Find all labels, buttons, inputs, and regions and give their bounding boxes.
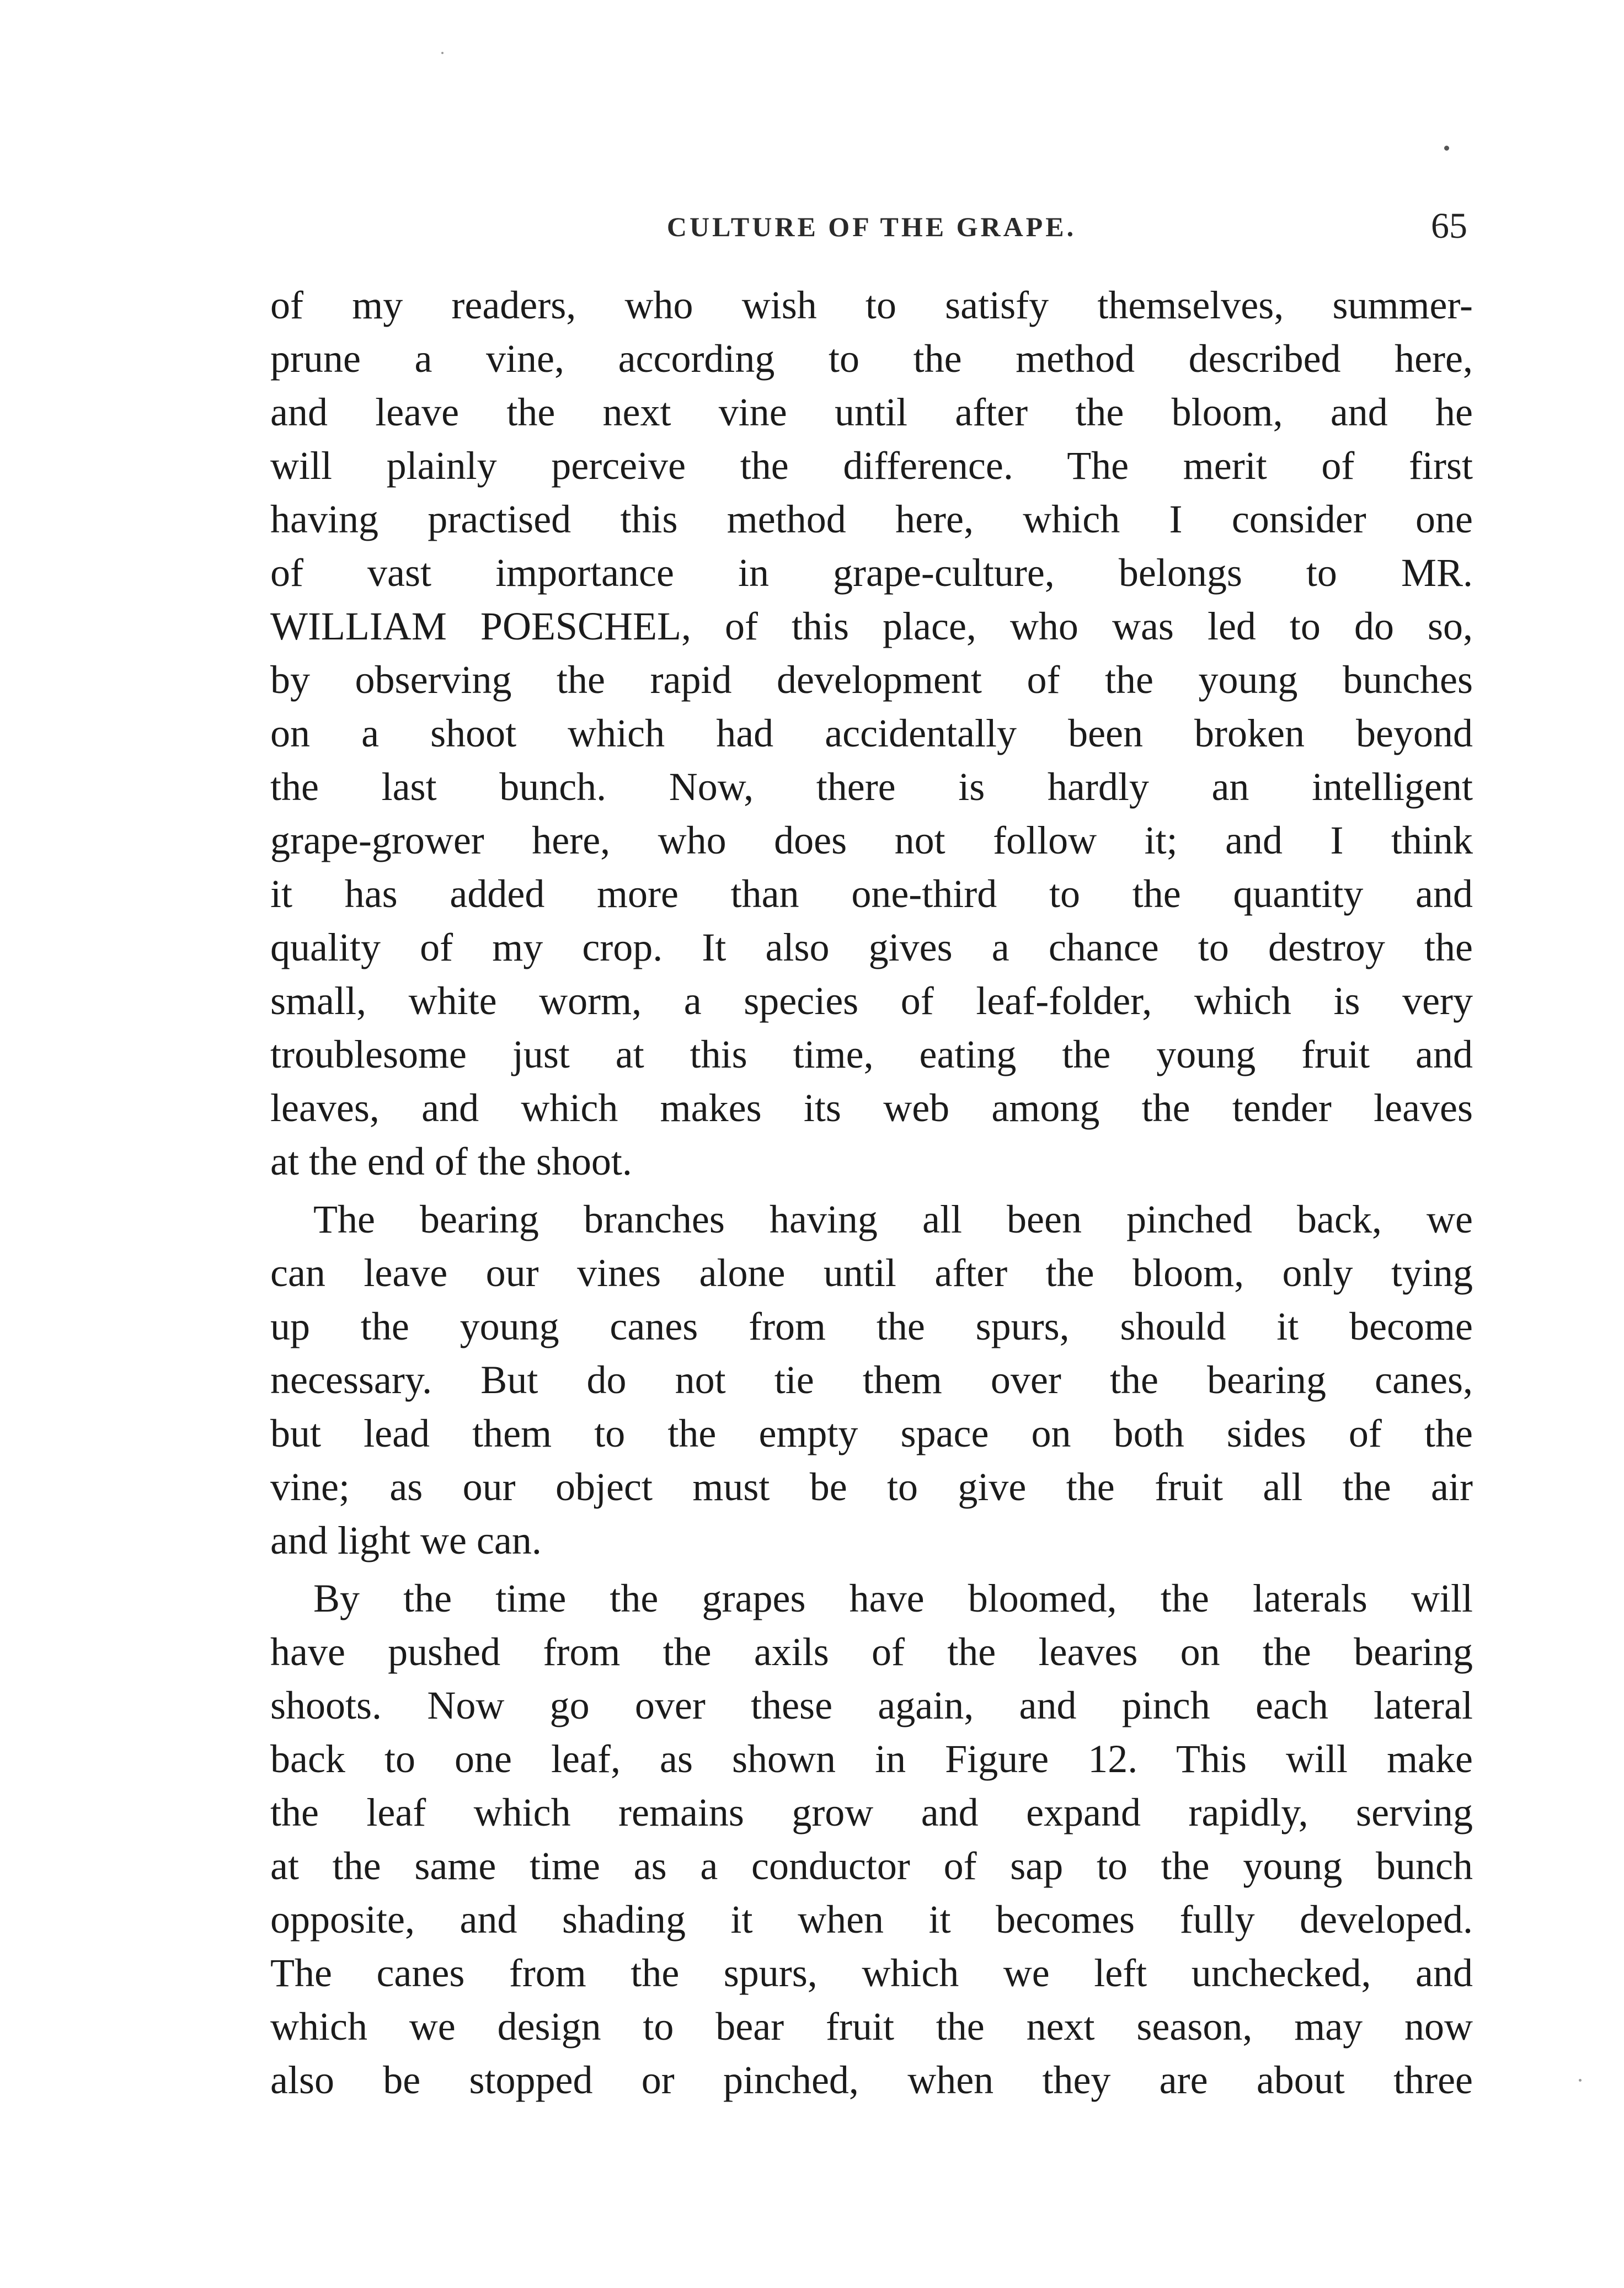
text-line: at the end of the shoot.: [270, 1139, 632, 1183]
text-line: of my readers, who wish to satisfy themselves, summer-: [270, 283, 1473, 327]
text-line: at the same time as a conductor of sap to the young bunch: [270, 1844, 1473, 1888]
text-line: WILLIAM POESCHEL, of this place, who was led to do so,: [270, 604, 1473, 648]
page-number: 65: [1431, 206, 1467, 246]
text-line: By the time the grapes have bloomed, the laterals will: [313, 1576, 1473, 1620]
text-line: prune a vine, according to the method described here,: [270, 337, 1473, 381]
text-line: shoots. Now go over these again, and pinch each lateral: [270, 1683, 1473, 1727]
text-line: opposite, and shading it when it becomes fully developed.: [270, 1897, 1473, 1942]
text-line: and light we can.: [270, 1518, 542, 1562]
text-line: can leave our vines alone until after the bloom, only tying: [270, 1251, 1473, 1295]
text-line: will plainly perceive the difference. The merit of first: [270, 444, 1473, 488]
running-title: CULTURE OF THE GRAPE.: [666, 211, 1077, 242]
text-line: and leave the next vine until after the bloom, and he: [270, 390, 1473, 434]
print-speck: [441, 52, 444, 54]
print-speck: [1579, 2079, 1582, 2082]
text-line: troublesome just at this time, eating the young fruit and: [270, 1032, 1473, 1076]
text-line: on a shoot which had accidentally been broken beyond: [270, 711, 1473, 755]
text-line: by observing the rapid development of the young bunches: [270, 658, 1473, 702]
text-line: grape-grower here, who does not follow it; and I think: [270, 818, 1473, 862]
body-text: [270, 279, 1473, 2107]
text-line: it has added more than one-third to the quantity and: [270, 872, 1473, 916]
text-line: back to one leaf, as shown in Figure 12. This will make: [270, 1737, 1473, 1781]
text-line: small, white worm, a species of leaf-folder, which is very: [270, 979, 1473, 1023]
text-line: which we design to bear fruit the next season, may now: [270, 2004, 1473, 2049]
text-line: The canes from the spurs, which we left unchecked, and: [270, 1951, 1473, 1995]
running-head: [270, 205, 1473, 255]
paragraph-2: [270, 1193, 1473, 1567]
text-line: The bearing branches having all been pinched back, we: [313, 1197, 1473, 1241]
text-line: of vast importance in grape-culture, belongs to MR.: [270, 551, 1473, 595]
paragraph-gap: [270, 1567, 1473, 1572]
text-line: necessary. But do not tie them over the bearing canes,: [270, 1358, 1473, 1402]
text-line: leaves, and which makes its web among the tender leaves: [270, 1086, 1473, 1130]
text-line: the last bunch. Now, there is hardly an intelligent: [270, 765, 1473, 809]
print-speck: [1444, 146, 1449, 151]
text-line: quality of my crop. It also gives a chance to destroy the: [270, 925, 1473, 969]
paragraph-3: [270, 1572, 1473, 2107]
text-line: but lead them to the empty space on both sides of the: [270, 1411, 1473, 1455]
text-line: also be stopped or pinched, when they are about three: [270, 2058, 1473, 2102]
paragraph-gap: [270, 1188, 1473, 1193]
text-line: having practised this method here, which I consider one: [270, 497, 1473, 541]
text-line: have pushed from the axils of the leaves on the bearing: [270, 1630, 1473, 1674]
text-line: up the young canes from the spurs, should it become: [270, 1304, 1473, 1348]
paragraph-1: [270, 279, 1473, 1188]
text-line: vine; as our object must be to give the fruit all the air: [270, 1465, 1473, 1509]
text-line: the leaf which remains grow and expand rapidly, serving: [270, 1790, 1473, 1834]
